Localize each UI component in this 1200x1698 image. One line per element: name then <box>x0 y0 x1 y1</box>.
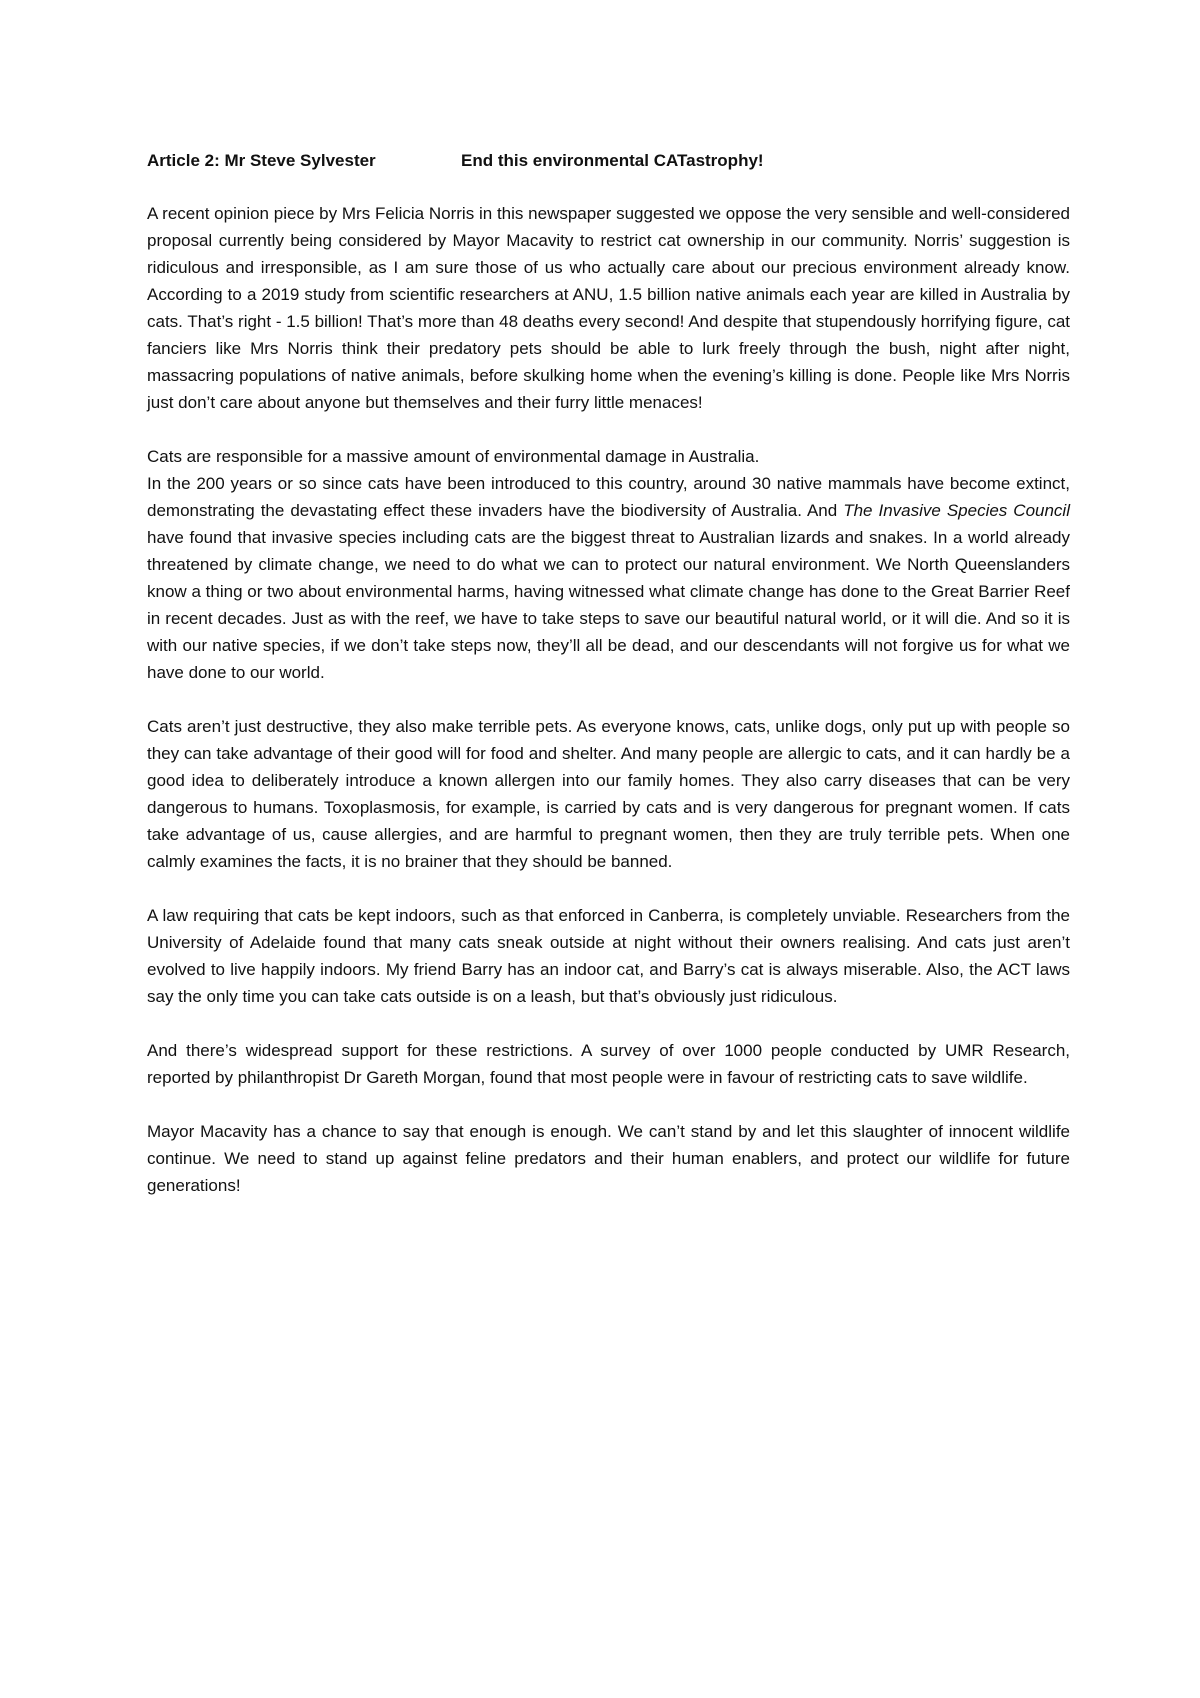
organisation-name-italic: The Invasive Species Council <box>843 501 1070 520</box>
paragraph-1: A recent opinion piece by Mrs Felicia Norris in this newspaper suggested we oppose the very sensible and well-considered proposal currently being considered by Mayor Macavity to restrict cat ownership in our community. Norris’ suggestion is ridiculous and irresponsible, as I am sure those of us who actually care about our precious environment already know. According to a 2019 study from scientific researchers at ANU, 1.5 billion native animals each year are killed in Australia by cats. That’s right - 1.5 billion! That’s more than 48 deaths every second! And despite that stupendously horrifying figure, cat fanciers like Mrs Norris think their predatory pets should be able to lurk freely through the bush, night after night, massacring populations of native animals, before skulking home when the evening’s killing is done. People like Mrs Norris just don’t care about anyone but themselves and their furry little menaces! <box>147 204 1070 412</box>
article-title: End this environmental CATastrophy! <box>461 151 764 170</box>
article-label: Article 2: Mr Steve Sylvester <box>147 151 376 170</box>
article-heading <box>147 147 1070 174</box>
paragraph-3-text-start: In the 200 years or so since cats have been introduced to this country, around 30 native mammals have become extinct, demonstrating the devastating effect these invaders have the biodiversity of Australia. And <box>147 474 1070 520</box>
paragraph-4: Cats aren’t just destructive, they also make terrible pets. As everyone knows, cats, unlike dogs, only put up with people so they can take advantage of their good will for food and shelter. And many people are allergic to cats, and it can hardly be a good idea to deliberately introduce a known allergen into our family homes. They also carry diseases that can be very dangerous to humans. Toxoplasmosis, for example, is carried by cats and is very dangerous for pregnant women. If cats take advantage of us, cause allergies, and are harmful to pregnant women, then they are truly terrible pets. When one calmly examines the facts, it is no brainer that they should be banned. <box>147 717 1070 871</box>
paragraph-2: Cats are responsible for a massive amount of environmental damage in Australia. <box>147 447 760 466</box>
paragraph-3 <box>147 470 1070 686</box>
paragraph-6: And there’s widespread support for these restrictions. A survey of over 1000 people conducted by UMR Research, reported by philanthropist Dr Gareth Morgan, found that most people were in favour of restricting cats to save wildlife. <box>147 1041 1070 1087</box>
paragraph-3-text-end: have found that invasive species including cats are the biggest threat to Australian lizards and snakes. In a world already threatened by climate change, we need to do what we can to protect our natural environment. We North Queenslanders know a thing or two about environmental harms, having witnessed what climate change has done to the Great Barrier Reef in recent decades. Just as with the reef, we have to take steps to save our beautiful natural world, or it will die. And so it is with our native species, if we don’t take steps now, they’ll all be dead, and our descendants will not forgive us for what we have done to our world. <box>147 528 1070 682</box>
paragraph-5: A law requiring that cats be kept indoors, such as that enforced in Canberra, is completely unviable. Researchers from the University of Adelaide found that many cats sneak outside at night without their owners realising. And cats just aren’t evolved to live happily indoors. My friend Barry has an indoor cat, and Barry’s cat is always miserable. Also, the ACT laws say the only time you can take cats outside is on a leash, but that’s obviously just ridiculous. <box>147 906 1070 1006</box>
paragraph-7: Mayor Macavity has a chance to say that enough is enough. We can’t stand by and let this slaughter of innocent wildlife continue. We need to stand up against feline predators and their human enablers, and protect our wildlife for future generations! <box>147 1122 1070 1195</box>
